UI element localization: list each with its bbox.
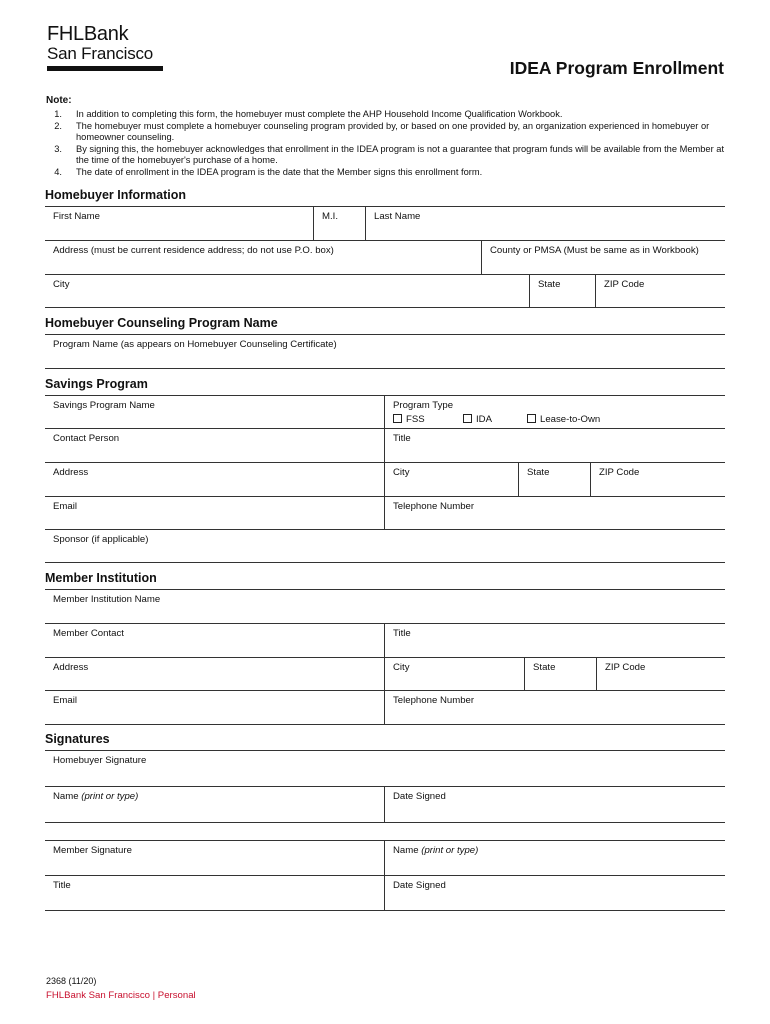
note-number: 2. bbox=[54, 120, 62, 131]
savings-address-field[interactable]: Address bbox=[53, 467, 89, 478]
fhlbank-logo bbox=[47, 24, 165, 71]
logo-underline bbox=[47, 66, 163, 71]
form-row bbox=[45, 751, 725, 787]
form-row bbox=[45, 691, 725, 725]
option-fss[interactable] bbox=[393, 414, 463, 425]
homebuyer-name-field[interactable] bbox=[45, 787, 384, 822]
member-grid bbox=[45, 589, 725, 725]
form-row bbox=[45, 207, 725, 241]
member-phone-field[interactable]: Telephone Number bbox=[384, 691, 725, 724]
member-institution-name-field[interactable]: Member Institution Name bbox=[53, 594, 161, 605]
member-signer-title-field[interactable]: Title bbox=[53, 880, 71, 891]
city-field[interactable]: City bbox=[53, 279, 70, 290]
note-item bbox=[46, 144, 728, 167]
member-title-field[interactable]: Title bbox=[384, 624, 725, 657]
form-row bbox=[45, 497, 725, 530]
counseling-program-name-field[interactable]: Program Name (as appears on Homebuyer Counseling Certificate) bbox=[53, 339, 337, 350]
member-heading: Member Institution bbox=[45, 571, 157, 585]
form-row bbox=[45, 429, 725, 463]
county-field[interactable]: County or PMSA (Must be same as in Workbook) bbox=[481, 241, 725, 274]
savings-heading: Savings Program bbox=[45, 377, 148, 391]
name-hint: (print or type) bbox=[81, 791, 139, 802]
form-row bbox=[45, 463, 725, 497]
program-type-label: Program Type bbox=[393, 400, 454, 411]
footer-brand: FHLBank San Francisco | Personal bbox=[46, 990, 196, 1001]
program-type-options bbox=[393, 414, 717, 425]
member-city-field[interactable]: City bbox=[384, 658, 524, 690]
savings-program-name-field[interactable]: Savings Program Name bbox=[53, 400, 155, 411]
note-number: 3. bbox=[54, 143, 62, 154]
savings-state-field[interactable]: State bbox=[518, 463, 590, 496]
name-label: Name bbox=[53, 791, 82, 802]
member-state-field[interactable]: State bbox=[524, 658, 596, 690]
zip-field[interactable]: ZIP Code bbox=[595, 275, 725, 307]
savings-city-field[interactable]: City bbox=[384, 463, 518, 496]
notes-list bbox=[46, 109, 728, 179]
form-row bbox=[45, 275, 725, 308]
homebuyer-date-signed-field[interactable]: Date Signed bbox=[384, 787, 725, 822]
contact-person-field[interactable]: Contact Person bbox=[53, 433, 120, 444]
form-row bbox=[45, 590, 725, 624]
first-name-field[interactable]: First Name bbox=[53, 211, 100, 222]
member-name-field[interactable] bbox=[384, 841, 725, 875]
state-field[interactable]: State bbox=[529, 275, 595, 307]
lease-to-own-checkbox[interactable] bbox=[527, 414, 536, 423]
lease-to-own-label: Lease-to-Own bbox=[540, 414, 601, 425]
homebuyer-info-grid bbox=[45, 206, 725, 308]
fss-checkbox[interactable] bbox=[393, 414, 402, 423]
note-text: The homebuyer must complete a homebuyer counseling program provided by, or based on one provided by, an organization experienced in homebuyer or homeowner counseling. bbox=[76, 120, 710, 143]
logo-line-1: FHLBank bbox=[47, 23, 129, 45]
note-item bbox=[46, 109, 728, 121]
form-row bbox=[45, 396, 725, 429]
savings-phone-field[interactable]: Telephone Number bbox=[384, 497, 725, 529]
member-address-field[interactable]: Address bbox=[53, 662, 89, 673]
sponsor-field[interactable]: Sponsor (if applicable) bbox=[53, 534, 149, 545]
form-row bbox=[45, 787, 725, 823]
address-field[interactable]: Address (must be current residence address; do not use P.O. box) bbox=[53, 245, 334, 256]
counseling-heading: Homebuyer Counseling Program Name bbox=[45, 316, 278, 330]
note-item bbox=[46, 121, 728, 144]
form-row bbox=[45, 335, 725, 369]
form-title: IDEA Program Enrollment bbox=[509, 58, 724, 78]
savings-email-field[interactable]: Email bbox=[53, 501, 77, 512]
member-date-signed-field[interactable]: Date Signed bbox=[384, 876, 725, 910]
fss-label: FSS bbox=[406, 414, 425, 425]
ida-label: IDA bbox=[476, 414, 492, 425]
last-name-field[interactable]: Last Name bbox=[365, 207, 725, 240]
option-lease-to-own[interactable] bbox=[527, 414, 600, 425]
note-text: The date of enrollment in the IDEA program is the date that the Member signs this enrollment form. bbox=[76, 166, 483, 177]
signatures-grid bbox=[45, 750, 725, 823]
savings-title-field[interactable]: Title bbox=[384, 429, 725, 462]
member-email-field[interactable]: Email bbox=[53, 695, 77, 706]
form-row bbox=[45, 658, 725, 691]
name-hint: (print or type) bbox=[421, 845, 479, 856]
note-number: 4. bbox=[54, 166, 62, 177]
option-ida[interactable] bbox=[463, 414, 527, 425]
form-row bbox=[45, 876, 725, 911]
ida-checkbox[interactable] bbox=[463, 414, 472, 423]
member-signature-field[interactable]: Member Signature bbox=[53, 845, 132, 856]
note-item bbox=[46, 167, 728, 179]
form-row bbox=[45, 841, 725, 876]
form-code: 2368 (11/20) bbox=[46, 976, 97, 986]
savings-grid bbox=[45, 395, 725, 563]
counseling-grid bbox=[45, 334, 725, 369]
middle-initial-field[interactable]: M.I. bbox=[313, 207, 365, 240]
form-row bbox=[45, 241, 725, 275]
note-label: Note: bbox=[46, 95, 72, 106]
homebuyer-info-heading: Homebuyer Information bbox=[45, 188, 186, 202]
signatures-heading: Signatures bbox=[45, 732, 110, 746]
logo-line-2: San Francisco bbox=[47, 44, 154, 63]
form-row bbox=[45, 530, 725, 563]
member-zip-field[interactable]: ZIP Code bbox=[596, 658, 725, 690]
savings-zip-field[interactable]: ZIP Code bbox=[590, 463, 725, 496]
note-number: 1. bbox=[54, 109, 62, 119]
program-type-group bbox=[384, 396, 725, 428]
note-text: By signing this, the homebuyer acknowledges that enrollment in the IDEA program is not a guarantee that program funds will be available from the Member at the time of the homebuyer's purchase of a home. bbox=[76, 143, 725, 166]
note-text: In addition to completing this form, the homebuyer must complete the AHP Household Income Qualification Workbook. bbox=[76, 109, 563, 119]
homebuyer-signature-field[interactable]: Homebuyer Signature bbox=[53, 755, 147, 766]
name-label: Name bbox=[393, 845, 422, 856]
member-contact-field[interactable]: Member Contact bbox=[53, 628, 124, 639]
form-row bbox=[45, 624, 725, 658]
member-signatures-grid bbox=[45, 840, 725, 911]
